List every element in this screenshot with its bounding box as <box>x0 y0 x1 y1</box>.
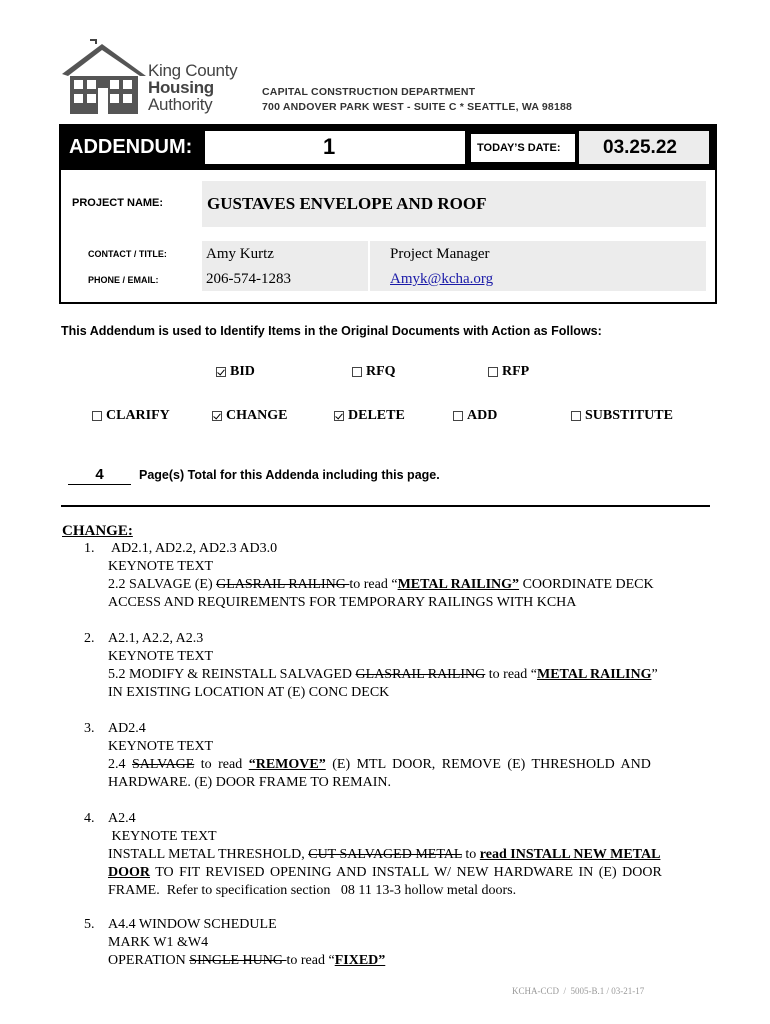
item-number: 2. <box>84 631 95 646</box>
project-name-field <box>202 181 706 227</box>
item-5-ref: A4.4 WINDOW SCHEDULE <box>108 917 277 932</box>
option-clarify[interactable]: CLARIFY <box>92 408 170 424</box>
form-footer: KCHA-CCD / 5005-B.1 / 03-21-17 <box>512 986 645 996</box>
contact-fields <box>202 241 706 291</box>
checkbox-empty-icon[interactable] <box>488 367 498 377</box>
kcha-logo <box>60 36 250 118</box>
checkbox-checked-icon[interactable] <box>334 411 344 421</box>
addendum-label: ADDENDUM: <box>69 136 193 158</box>
checkbox-checked-icon[interactable] <box>212 411 222 421</box>
contact-name: Amy Kurtz <box>206 246 274 262</box>
checkbox-empty-icon[interactable] <box>571 411 581 421</box>
section-heading: CHANGE: <box>62 523 133 539</box>
option-delete[interactable]: DELETE <box>334 408 405 424</box>
addendum-number-field <box>205 131 465 164</box>
project-name-value: GUSTAVES ENVELOPE AND ROOF <box>207 194 487 213</box>
item-3-keynote: KEYNOTE TEXT <box>108 739 214 754</box>
phone-value: 206-574-1283 <box>206 271 291 287</box>
item-2-keynote: KEYNOTE TEXT <box>108 649 214 664</box>
phone-email-label: PHONE / EMAIL: <box>88 275 159 285</box>
option-bid[interactable]: BID <box>216 364 255 380</box>
addendum-number: 1 <box>323 134 336 159</box>
dept-address: 700 ANDOVER PARK WEST - SUITE C * SEATTLE, WA 98188 <box>262 101 573 113</box>
page-count-text: Page(s) Total for this Addenda including this page. <box>139 468 440 482</box>
item-2-line4: IN EXISTING LOCATION AT (E) CONC DECK <box>108 685 390 700</box>
item-3-ref: AD2.4 <box>108 721 146 736</box>
item-1-ref: AD2.1, AD2.2, AD2.3 AD3.0 <box>111 541 278 556</box>
item-5-change-line: OPERATION SINGLE HUNG to read “FIXED” <box>108 953 386 968</box>
item-4-ref: A2.4 <box>108 811 136 826</box>
item-2-ref: A2.1, A2.2, A2.3 <box>108 631 204 646</box>
option-change[interactable]: CHANGE <box>212 408 287 424</box>
option-add[interactable]: ADD <box>453 408 497 424</box>
option-rfq[interactable]: RFQ <box>352 364 396 380</box>
page-count: 4 <box>68 466 131 485</box>
item-number: 3. <box>84 721 95 736</box>
item-1-keynote: KEYNOTE TEXT <box>108 559 214 574</box>
item-4-change-line: INSTALL METAL THRESHOLD, CUT SALVAGED METAL to read INSTALL NEW METAL <box>108 847 661 862</box>
item-3-change-line: 2.4 SALVAGE to read “REMOVE” (E) MTL DOOR, REMOVE (E) THRESHOLD AND <box>108 757 651 772</box>
checkbox-empty-icon[interactable] <box>352 367 362 377</box>
item-4-line5: FRAME. Refer to specification section 08 11 13-3 hollow metal doors. <box>108 883 517 898</box>
item-1-change-line: 2.2 SALVAGE (E) GLASRAIL RAILING to read “METAL RAILING” COORDINATE DECK <box>108 577 654 592</box>
date-value: 03.25.22 <box>603 137 677 158</box>
item-number: 5. <box>84 917 95 932</box>
date-label-field <box>471 134 575 162</box>
checkbox-empty-icon[interactable] <box>453 411 463 421</box>
logo-text-line3: Authority <box>148 95 213 114</box>
item-4-keynote: KEYNOTE TEXT <box>108 829 217 844</box>
section-divider <box>61 505 710 507</box>
contact-divider <box>368 241 370 291</box>
item-number: 4. <box>84 811 95 826</box>
item-number: 1. <box>84 541 95 556</box>
item-1-line4: ACCESS AND REQUIREMENTS FOR TEMPORARY RAILINGS WITH KCHA <box>108 595 577 610</box>
item-3-line4: HARDWARE. (E) DOOR FRAME TO REMAIN. <box>108 775 391 790</box>
item-2-change-line: 5.2 MODIFY & REINSTALL SALVAGED GLASRAIL RAILING to read “METAL RAILING” <box>108 667 658 682</box>
addendum-title-bar <box>61 126 715 170</box>
dept-name: CAPITAL CONSTRUCTION DEPARTMENT <box>262 86 476 98</box>
contact-title: Project Manager <box>390 246 490 262</box>
logo-text-line1: King County <box>148 61 238 80</box>
date-label: TODAY’S DATE: <box>477 142 561 154</box>
checkbox-empty-icon[interactable] <box>92 411 102 421</box>
house-logo-icon <box>60 36 148 118</box>
email-link[interactable]: Amyk@kcha.org <box>390 271 494 287</box>
option-rfp[interactable]: RFP <box>488 364 529 380</box>
logo-text-line2: Housing <box>148 78 214 97</box>
item-4-line4: DOOR TO FIT REVISED OPENING AND INSTALL W/ NEW HARDWARE IN (E) DOOR <box>108 865 662 880</box>
intro-text: This Addendum is used to Identify Items in the Original Documents with Action as Follows: <box>61 324 602 338</box>
checkbox-checked-icon[interactable] <box>216 367 226 377</box>
project-name-label: PROJECT NAME: <box>72 197 164 209</box>
item-5-mark: MARK W1 &W4 <box>108 935 209 950</box>
contact-title-label: CONTACT / TITLE: <box>88 249 167 259</box>
date-field <box>579 131 709 164</box>
option-substitute[interactable]: SUBSTITUTE <box>571 408 673 424</box>
